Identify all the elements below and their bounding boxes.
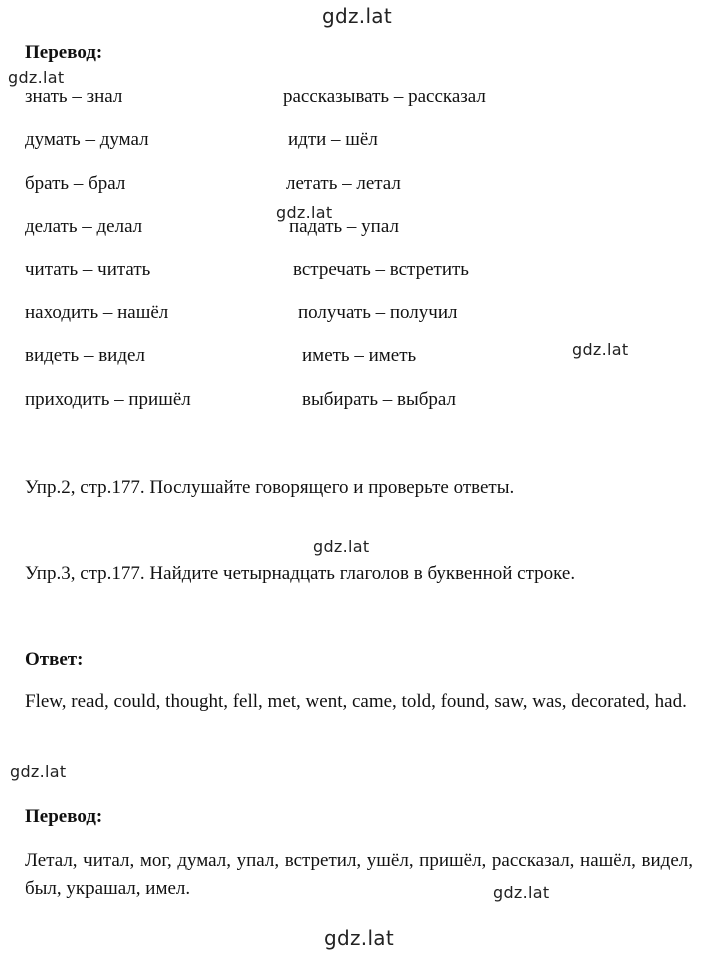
watermark: gdz.lat [10,762,67,781]
watermark: gdz.lat [313,537,370,556]
watermark: gdz.lat [8,68,65,87]
verb-pair-left: читать – читать [25,259,151,280]
watermark: gdz.lat [572,340,629,359]
verb-pair-left: находить – нашёл [25,302,169,323]
verb-pair-left: думать – думал [25,129,149,150]
verb-pair-right: иметь – иметь [302,345,417,366]
answer-heading: Ответ: [25,649,84,670]
translation-text: Летал, читал, мог, думал, упал, встретил, ушёл, пришёл, рассказал, нашёл, видел, был, украшал, имел. [25,850,693,899]
watermark-top: gdz.lat [322,4,393,28]
translation-heading-2: Перевод: [25,806,103,827]
verb-pair-right: рассказывать – рассказал [283,86,486,107]
verb-pair-right: встречать – встретить [293,259,469,280]
verb-pair-left: видеть – видел [25,345,145,366]
exercise-3-instruction: Упр.3, стр.177. Найдите четырнадцать глаголов в буквенной строке. [25,563,576,584]
watermark: gdz.lat [276,203,333,222]
verb-pair-right: падать – упал [289,216,399,237]
verb-pair-left: знать – знал [25,86,123,107]
watermark: gdz.lat [493,883,550,902]
exercise-2-instruction: Упр.2, стр.177. Послушайте говорящего и проверьте ответы. [25,477,515,498]
verb-pair-right: выбирать – выбрал [302,389,456,410]
answer-text: Flew, read, could, thought, fell, met, went, came, told, found, saw, was, decorated, had. [25,691,687,712]
verb-pair-right: получать – получил [298,302,458,323]
verb-pair-right: летать – летал [286,173,401,194]
verb-pair-left: приходить – пришёл [25,389,191,410]
verb-pair-left: делать – делал [25,216,143,237]
watermark-bottom: gdz.lat [324,926,395,950]
verb-pair-right: идти – шёл [288,129,378,150]
verb-pair-left: брать – брал [25,173,126,194]
translation-heading: Перевод: [25,42,103,63]
